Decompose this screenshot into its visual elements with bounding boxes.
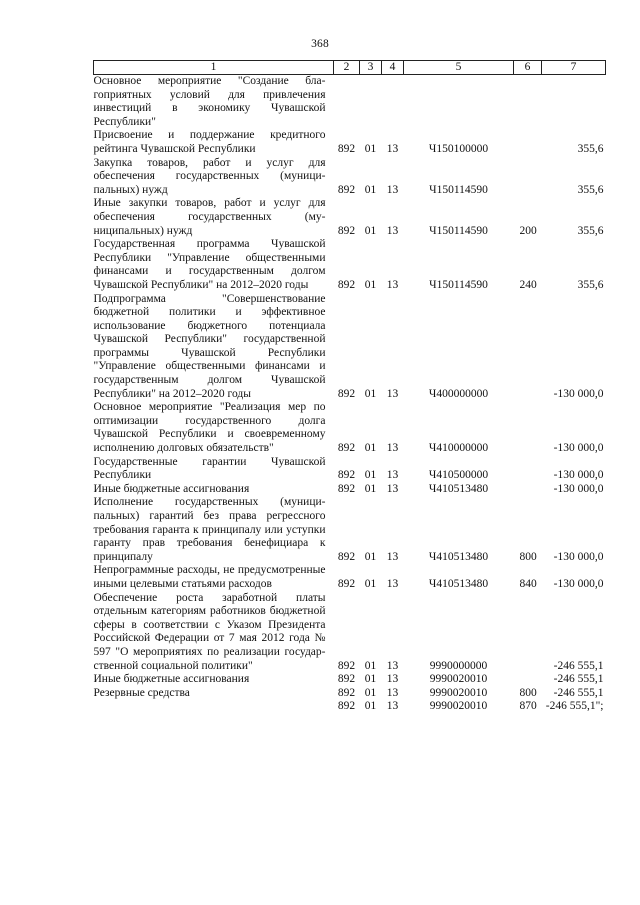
header-col-1: 1	[94, 61, 334, 75]
row-name-cell: Резервные средства	[93, 686, 190, 699]
row-name-cell	[94, 700, 334, 714]
row-cell-c7: -246 555,1	[553, 686, 604, 699]
row-cell-c5: 9990020010	[429, 700, 488, 713]
row-cell-c4: 13	[386, 183, 399, 196]
row-name-cell: Государственные гарантии Чувашской Республики	[93, 455, 326, 482]
budget-table-container	[93, 60, 605, 714]
row-cell-c7	[542, 75, 606, 130]
row-cell-c7: -130 000,0	[553, 482, 604, 495]
row-cell-c2: 892	[337, 387, 356, 400]
header-col-6: 6	[514, 61, 542, 75]
row-cell-c5: 9990000000	[429, 659, 488, 672]
row-cell-c5: Ч410500000	[428, 469, 489, 482]
row-cell-c6: 870	[519, 700, 537, 713]
row-cell-c3: 01	[364, 183, 377, 196]
header-col-3: 3	[360, 61, 382, 75]
row-cell-c5: Ч410000000	[428, 442, 489, 455]
row-cell-c6	[514, 456, 542, 483]
row-cell-c4: 13	[386, 469, 399, 482]
row-cell-c7: -246 555,1";	[545, 700, 604, 713]
row-cell-c4: 13	[386, 482, 399, 495]
row-cell-c4: 13	[386, 700, 399, 713]
row-cell-c7: -130 000,0	[553, 550, 604, 563]
table-row	[94, 592, 606, 674]
row-cell-c2: 892	[337, 142, 356, 155]
row-cell-c4: 13	[386, 142, 399, 155]
row-cell-c7: -130 000,0	[553, 387, 604, 400]
row-cell-c5: 9990020010	[429, 673, 488, 686]
row-cell-c5: 9990020010	[429, 686, 488, 699]
table-row	[94, 564, 606, 591]
row-cell-c7: -130 000,0	[553, 442, 604, 455]
row-cell-c5: Ч410513480	[428, 577, 489, 590]
row-cell-c6	[514, 293, 542, 402]
row-name-cell: Подпрограмма "Совершенствование бюджетной политики и эффективное использование бюджетного потенциала Чувашской Республики" государственной программы Чувашской Республики "Управление общественными финансами и государственным долгом Чувашской Республики" на 2012–2020 годы	[93, 292, 326, 400]
row-name-cell: Иные бюджетные ассигнования	[93, 482, 250, 495]
row-cell-c7: -246 555,1	[553, 673, 604, 686]
table-row	[94, 197, 606, 238]
budget-table	[93, 60, 606, 714]
row-cell-c4: 13	[386, 387, 399, 400]
row-cell-c3: 01	[364, 224, 377, 237]
table-row	[94, 673, 606, 687]
row-cell-c2: 892	[337, 550, 356, 563]
row-cell-c3: 01	[364, 673, 377, 686]
row-cell-c3: 01	[364, 550, 377, 563]
row-cell-c4: 13	[386, 686, 399, 699]
row-cell-c5: Ч150100000	[428, 142, 489, 155]
row-name-cell: Непрограммные расходы, не предусмотренные иными целевыми статьями расходов	[93, 564, 326, 590]
table-body	[94, 75, 606, 714]
row-cell-c6	[514, 592, 542, 674]
header-col-2: 2	[334, 61, 360, 75]
row-cell-c4: 13	[386, 224, 399, 237]
header-col-7: 7	[542, 61, 606, 75]
row-cell-c5: Ч410513480	[428, 482, 489, 495]
row-cell-c3: 01	[364, 469, 377, 482]
row-cell-c2: 892	[337, 577, 356, 590]
row-cell-c2: 892	[337, 686, 356, 699]
row-cell-c4	[382, 75, 404, 130]
page-number: 368	[311, 38, 329, 50]
row-cell-c4: 13	[386, 278, 399, 291]
table-row	[94, 496, 606, 564]
row-cell-c4: 13	[386, 577, 399, 590]
row-name-cell: Иные закупки товаров, работ и услуг для обеспечения государственных (муниципальных) нужд	[93, 197, 326, 237]
row-cell-c2: 892	[337, 469, 356, 482]
row-cell-c2: 892	[337, 442, 356, 455]
row-cell-c6: 840	[519, 577, 537, 590]
row-name-cell: Закупка товаров, работ и услуг для обеспечения государственных (муниципальных) нужд	[93, 156, 326, 196]
row-name-cell: Присвоение и поддержание кредитного рейтинга Чувашской Республики	[93, 129, 326, 155]
table-row	[94, 456, 606, 483]
row-name-cell: Обеспечение роста заработной платы отдельным категориям работников бюджетной сферы в соответствии с Указом Президента Российской Федерации от 7 мая 2012 года № 597 "О мероприятиях по реализации государственной социальной политики"	[93, 591, 326, 672]
row-cell-c6	[514, 157, 542, 198]
row-cell-c3: 01	[364, 387, 377, 400]
row-cell-c4: 13	[386, 673, 399, 686]
row-cell-c3: 01	[364, 700, 377, 713]
row-name-cell: Основное мероприятие "Создание благоприятных условий для привлечения инвестиций в экономику Чувашской Республики"	[93, 75, 326, 128]
row-cell-c6	[514, 129, 542, 156]
row-name-cell: Основное мероприятие "Реализация мер по оптимизации государственного долга Чувашской Республики и своевременному исполнению долговых обязательств"	[93, 401, 326, 455]
row-cell-c6: 200	[519, 224, 537, 237]
row-name-cell: Государственная программа Чувашской Республики "Управление общественными финансами и государственным долгом Чувашской Республики" на 2012–2020 годы	[93, 238, 326, 291]
row-cell-c5: Ч150114590	[429, 183, 488, 196]
row-cell-c2: 892	[337, 700, 356, 713]
row-name-cell: Иные бюджетные ассигнования	[93, 673, 250, 686]
header-col-5: 5	[404, 61, 514, 75]
row-cell-c4: 13	[386, 659, 399, 672]
header-col-4: 4	[382, 61, 404, 75]
table-row	[94, 75, 606, 130]
row-cell-c7: -130 000,0	[553, 577, 604, 590]
row-cell-c3: 01	[364, 278, 377, 291]
row-cell-c5: Ч150114590	[429, 278, 488, 291]
row-cell-c2: 892	[337, 278, 356, 291]
row-cell-c7: 355,6	[577, 142, 604, 155]
row-cell-c7: 355,6	[577, 224, 604, 237]
row-cell-c5: Ч150114590	[429, 224, 488, 237]
row-cell-c2: 892	[337, 659, 356, 672]
row-cell-c6: 800	[519, 686, 537, 699]
row-cell-c2: 892	[337, 482, 356, 495]
row-cell-c6: 240	[519, 278, 537, 291]
row-cell-c7: 355,6	[577, 278, 604, 291]
row-cell-c2	[334, 75, 360, 130]
table-row	[94, 238, 606, 292]
table-row	[94, 483, 606, 497]
row-cell-c7: -130 000,0	[553, 469, 604, 482]
table-row	[94, 157, 606, 198]
row-cell-c3: 01	[364, 577, 377, 590]
row-cell-c4: 13	[386, 442, 399, 455]
row-cell-c3: 01	[364, 659, 377, 672]
row-cell-c6	[514, 401, 542, 455]
row-cell-c3: 01	[364, 482, 377, 495]
row-cell-c3: 01	[364, 442, 377, 455]
table-row	[94, 700, 606, 714]
row-cell-c2: 892	[337, 224, 356, 237]
row-cell-c3: 01	[364, 142, 377, 155]
row-cell-c7: 355,6	[577, 183, 604, 196]
row-cell-c3: 01	[364, 686, 377, 699]
row-cell-c5: Ч410513480	[428, 550, 489, 563]
table-row	[94, 401, 606, 455]
table-header-row	[94, 61, 606, 75]
row-name-cell: Исполнение государственных (муниципальных) гарантий без права регрессного требования гаранта к принципалу или уступки гаранту прав требования бенефициара к принципалу	[93, 496, 326, 563]
row-cell-c5	[404, 75, 514, 130]
table-row	[94, 129, 606, 156]
row-cell-c6: 800	[519, 550, 537, 563]
row-cell-c5: Ч400000000	[428, 387, 489, 400]
table-row	[94, 293, 606, 402]
table-row	[94, 687, 606, 701]
row-cell-c3	[360, 75, 382, 130]
row-cell-c6	[514, 483, 542, 497]
row-cell-c2: 892	[337, 673, 356, 686]
row-cell-c6	[514, 673, 542, 687]
row-cell-c7: -246 555,1	[553, 659, 604, 672]
row-cell-c2: 892	[337, 183, 356, 196]
row-cell-c6	[514, 75, 542, 130]
row-cell-c4: 13	[386, 550, 399, 563]
